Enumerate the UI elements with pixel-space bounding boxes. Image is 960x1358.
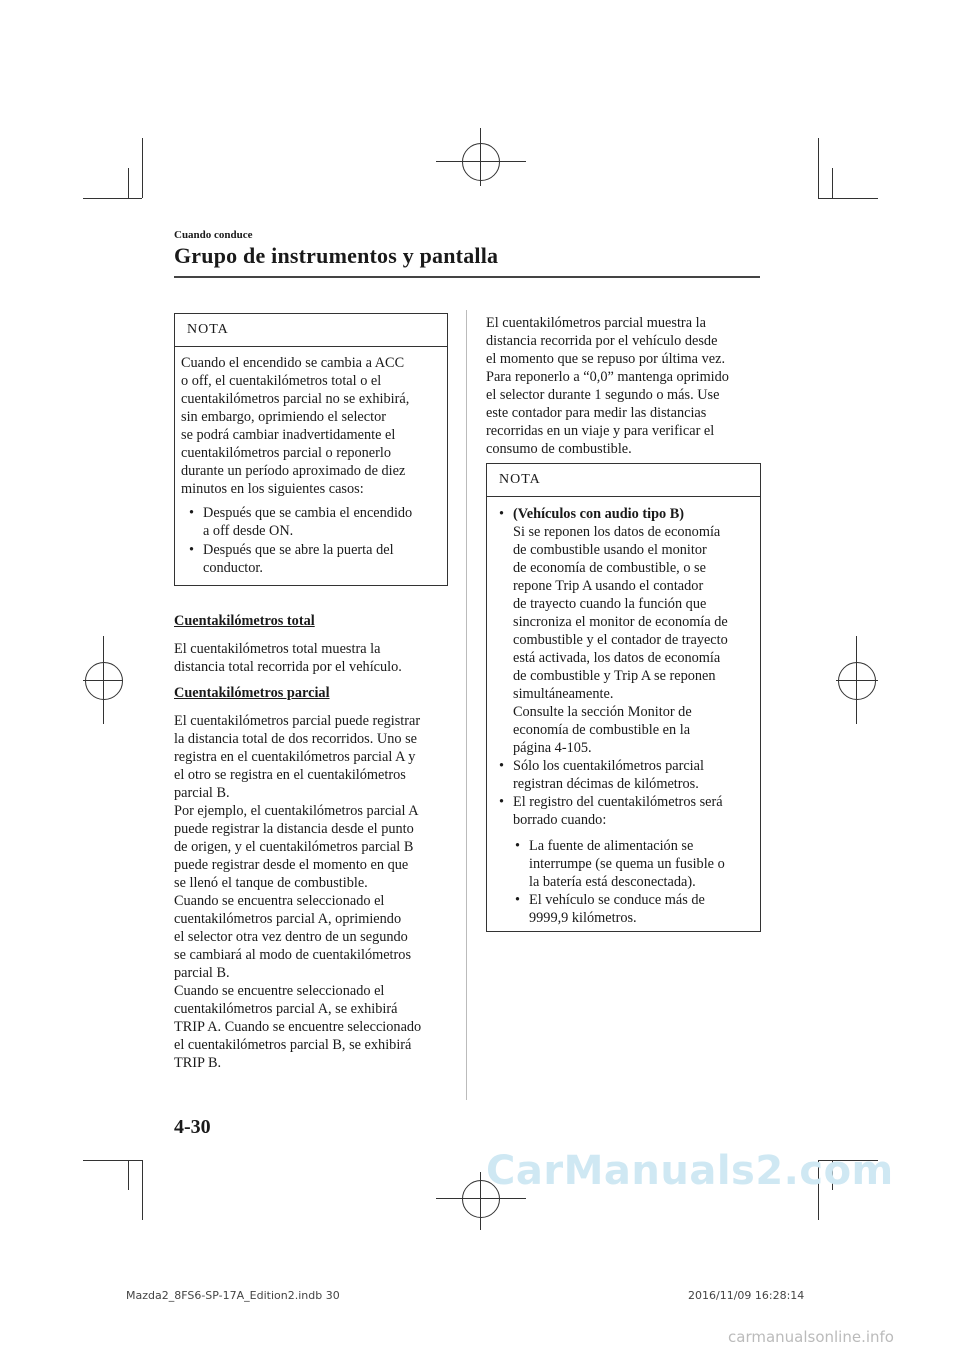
bullet-icon: • [189,505,195,521]
chapter-title: Grupo de instrumentos y pantalla [174,243,499,268]
note-body [181,354,445,498]
note-line: sin embargo, oprimiendo el selector [181,409,387,425]
note-line: minutos en los siguientes casos: [181,481,364,497]
bullet-line: combustible y el contador de trayecto [513,632,728,648]
note-bullet [189,504,441,540]
bullet-icon: • [515,838,521,854]
bullet-line: Después que se cambia el encendido [203,505,413,521]
text-line: el cuentakilómetros parcial B, se exhibirá [174,1037,412,1053]
note-label: NOTA [187,322,229,337]
watermark-logo: CarManuals2.com [486,1148,894,1194]
note-line: durante un período aproximado de diez [181,463,406,479]
trip-reset-text [486,314,766,458]
text-line: cuentakilómetros parcial A, se exhibirá [174,1001,398,1017]
text-line: El cuentakilómetros parcial puede registrar [174,713,421,729]
text-line: distancia total recorrida por el vehículo. [174,659,402,675]
bullet-icon: • [499,506,505,522]
text-line: Por ejemplo, el cuentakilómetros parcial A [174,803,419,819]
bullet-line: la batería está desconectada). [529,874,696,890]
bullet-line: está activada, los datos de economía [513,650,721,666]
text-line: Cuando se encuentra seleccionado el [174,893,385,909]
section-label: Cuando conduce [174,229,253,241]
bullet-line: de combustible y Trip A se reponen [513,668,716,684]
bullet-line: El vehículo se conduce más de [529,892,705,908]
text-line: parcial B. [174,785,230,801]
text-line: se llenó el tanque de combustible. [174,875,368,891]
text-line: Para reponerlo a “0,0” mantenga oprimido [486,369,729,385]
bullet-icon: • [499,758,505,774]
text-line: TRIP B. [174,1055,222,1071]
total-odometer-text [174,640,459,676]
bullet-line: conductor. [203,560,263,576]
text-line: puede registrar desde el momento en que [174,857,409,873]
bullet-line: de combustible usando el monitor [513,542,707,558]
bullet-icon: • [515,892,521,908]
text-line: El cuentakilómetros parcial muestra la [486,315,706,331]
text-line: distancia recorrida por el vehículo desde [486,333,718,349]
note-bullet [189,541,441,577]
note-bullet [499,757,757,793]
bullet-line: de economía de combustible, o se [513,560,706,576]
print-file-info: Mazda2_8FS6-SP-17A_Edition2.indb 30 [126,1289,340,1302]
bullet-line: Consulte la sección Monitor de [513,704,692,720]
note-header [487,464,760,497]
note-line: cuentakilómetros parcial o reponerlo [181,445,391,461]
note-bullet [499,505,757,757]
heading-total-odometer: Cuentakilómetros total [174,613,315,629]
bullet-line: economía de combustible en la [513,722,691,738]
text-line: puede registrar la distancia desde el punto [174,821,414,837]
bullet-line: Después que se abre la puerta del [203,542,394,558]
note-label: NOTA [499,472,541,487]
note-bullet [499,793,757,829]
note-line: Cuando el encendido se cambia a ACC [181,355,405,371]
bullet-line: simultáneamente. [513,686,614,702]
bullet-icon: • [189,542,195,558]
bullet-line: El registro del cuentakilómetros será [513,794,723,810]
text-line: parcial B. [174,965,230,981]
text-line: este contador para medir las distancias [486,405,707,421]
bullet-line: página 4-105. [513,740,592,756]
text-line: recorridas en un viaje y para verificar el [486,423,715,439]
text-line: cuentakilómetros parcial A, oprimiendo [174,911,402,927]
text-line: TRIP A. Cuando se encuentre seleccionado [174,1019,422,1035]
site-watermark: carmanualsonline.info [728,1328,894,1346]
text-line: el momento que se repuso por última vez. [486,351,726,367]
bullet-line: Si se reponen los datos de economía [513,524,721,540]
bullet-line: borrado cuando: [513,812,607,828]
bullet-line: interrumpe (se quema un fusible o [529,856,725,872]
trip-odometer-text [174,712,459,1072]
heading-trip-odometer: Cuentakilómetros parcial [174,685,330,701]
text-line: el selector otra vez dentro de un segundo [174,929,408,945]
column-divider [466,310,467,1100]
bullet-title: (Vehículos con audio tipo B) [513,506,685,522]
page-number: 4-30 [174,1116,211,1138]
text-line: el otro se registra en el cuentakilómetros [174,767,406,783]
note-sub-bullet [515,837,757,891]
bullet-line: 9999,9 kilómetros. [529,910,637,926]
bullet-line: registran décimas de kilómetros. [513,776,699,792]
text-line: registra en el cuentakilómetros parcial A y [174,749,416,765]
bullet-icon: • [499,794,505,810]
note-sub-bullet [515,891,757,927]
bullet-line: a off desde ON. [203,523,294,539]
title-rule [174,276,760,278]
print-date-info: 2016/11/09 16:28:14 [688,1289,805,1302]
bullet-line: repone Trip A usando el contador [513,578,704,594]
text-line: se cambiará al modo de cuentakilómetros [174,947,412,963]
note-line: o off, el cuentakilómetros total o el [181,373,382,389]
note-box-audio [486,463,761,932]
text-line: Cuando se encuentre seleccionado el [174,983,385,999]
note-box-ignition [174,313,448,586]
text-line: el selector durante 1 segundo o más. Use [486,387,720,403]
text-line: El cuentakilómetros total muestra la [174,641,381,657]
bullet-line: sincroniza el monitor de economía de [513,614,728,630]
text-line: la distancia total de dos recorridos. Uno se [174,731,417,747]
note-header [175,314,447,347]
text-line: de origen, y el cuentakilómetros parcial B [174,839,414,855]
bullet-line: La fuente de alimentación se [529,838,694,854]
bullet-line: de trayecto cuando la función que [513,596,707,612]
text-line: consumo de combustible. [486,441,632,457]
note-line: cuentakilómetros parcial no se exhibirá, [181,391,410,407]
bullet-line: Sólo los cuentakilómetros parcial [513,758,704,774]
note-line: se podrá cambiar inadvertidamente el [181,427,396,443]
